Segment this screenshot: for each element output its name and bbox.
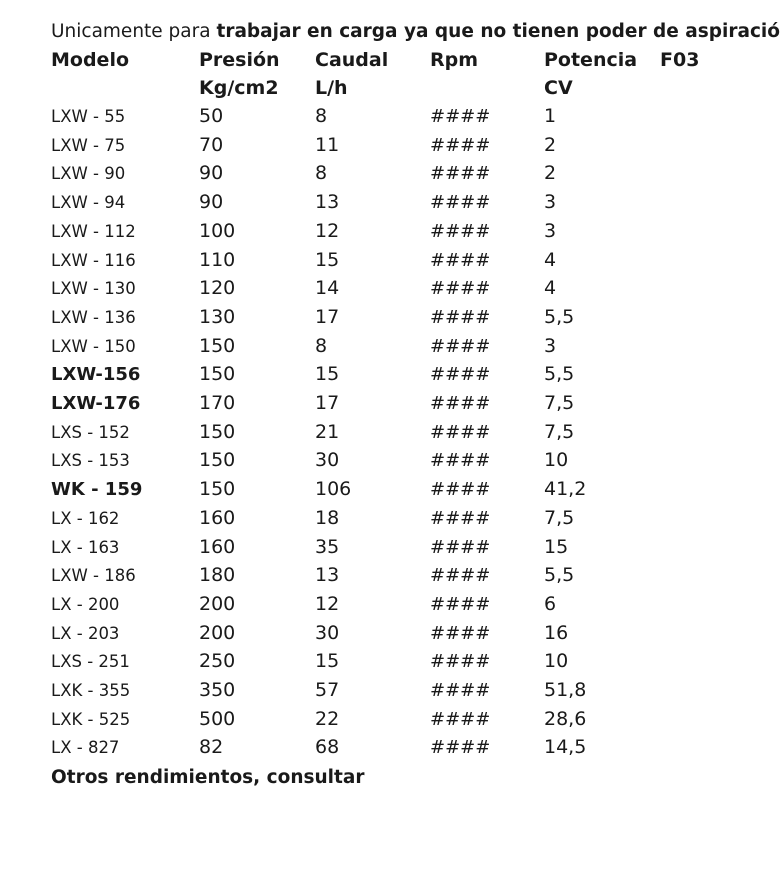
cell-rpm: #### [430,593,491,615]
cell-caudal: 13 [315,191,340,214]
table-row [0,389,714,418]
cell-model: LXS - 152 [51,422,130,442]
cell-potencia: 41,2 [544,478,587,501]
table-row [0,332,714,361]
cell-rpm: #### [430,479,491,501]
cell-presion: 150 [199,449,236,472]
cell-presion: 250 [199,650,236,673]
cell-caudal: 30 [315,449,340,472]
header-potencia: Potencia [544,49,638,71]
cell-presion: 200 [199,621,236,644]
cell-potencia: 2 [544,133,557,156]
cell-caudal: 11 [315,133,340,156]
cell-model: WK - 159 [51,479,143,501]
cell-presion: 50 [199,105,224,127]
cell-presion: 160 [199,535,236,558]
cell-presion: 110 [199,248,236,271]
cell-rpm: #### [430,622,491,644]
cell-potencia: 1 [544,105,557,127]
table-row [0,246,714,275]
cell-potencia: 16 [544,621,569,644]
table-row [0,418,714,447]
table-row [0,217,714,246]
cell-rpm: #### [430,364,491,386]
cell-model: LXS - 251 [51,652,130,672]
cell-rpm: #### [430,565,491,587]
cell-model: LXW - 90 [51,164,126,184]
cell-caudal: 15 [315,248,340,271]
intro-normal-text: Unicamente para [51,21,211,42]
cell-presion: 180 [199,564,236,587]
cell-model: LXK - 355 [51,681,131,700]
cell-caudal: 57 [315,679,340,701]
cell-potencia: 10 [544,650,569,673]
header-caudal: Caudal [315,49,389,71]
cell-rpm: #### [430,278,491,300]
cell-presion: 150 [199,420,236,443]
cell-rpm: #### [430,393,491,414]
cell-potencia: 3 [544,334,557,357]
cell-rpm: #### [430,507,491,529]
table-row [0,676,714,705]
cell-model: LX - 162 [51,508,120,528]
cell-rpm: #### [430,651,491,673]
table-row [0,561,714,590]
cell-rpm: #### [430,220,491,242]
cell-caudal: 17 [315,392,340,414]
footer-note: Otros rendimientos, consultar [51,767,365,788]
cell-presion: 120 [199,277,236,300]
table-row [0,159,714,188]
cell-model: LXW - 150 [51,336,136,356]
cell-caudal: 106 [315,478,352,501]
table-row [0,619,714,648]
cell-potencia: 7,5 [544,506,575,529]
header-presion-unit: Kg/cm2 [199,77,279,99]
cell-model: LX - 200 [51,594,120,614]
cell-presion: 500 [199,707,236,730]
cell-caudal: 35 [315,535,340,558]
cell-potencia: 3 [544,219,557,242]
header-caudal-unit: L/h [315,77,348,99]
cell-model: LXW - 130 [51,279,136,299]
cell-model: LXS - 153 [51,451,130,471]
cell-rpm: #### [430,708,491,730]
header-presion: Presión [199,49,280,71]
cell-presion: 150 [199,363,236,386]
cell-presion: 90 [199,162,224,185]
cell-rpm: #### [430,737,491,759]
cell-model: LXW - 136 [51,307,136,327]
cell-caudal: 12 [315,219,340,242]
cell-potencia: 5,5 [544,305,575,328]
table-row [0,705,714,734]
cell-model: LXW - 55 [51,107,126,126]
cell-caudal: 17 [315,305,340,328]
cell-presion: 130 [199,305,236,328]
cell-caudal: 13 [315,564,340,587]
cell-rpm: #### [430,335,491,357]
cell-rpm: #### [430,306,491,328]
cell-rpm: #### [430,106,491,127]
cell-potencia: 28,6 [544,707,587,730]
cell-potencia: 6 [544,592,557,615]
cell-caudal: 8 [315,334,328,357]
header-code: F03 [660,49,700,71]
table-row [0,303,714,332]
table-row [0,504,714,533]
table-row [0,590,714,619]
cell-potencia: 4 [544,277,557,300]
cell-presion: 350 [199,679,236,701]
cell-model: LXK - 525 [51,709,131,729]
cell-model: LX - 163 [51,537,120,557]
cell-rpm: #### [430,536,491,558]
cell-caudal: 21 [315,420,340,443]
table-row [0,131,714,160]
table-row [0,647,714,676]
intro-bold-text: trabajar en carga ya que no tienen poder de aspiració [216,21,780,42]
cell-presion: 170 [199,392,236,414]
cell-presion: 160 [199,506,236,529]
cell-model: LX - 203 [51,623,120,643]
cell-potencia: 3 [544,191,557,214]
cell-model: LXW - 75 [51,135,126,155]
cell-rpm: #### [430,249,491,271]
cell-model: LXW-156 [51,364,141,386]
table-row [0,188,714,217]
cell-presion: 82 [199,736,224,759]
cell-model: LXW - 112 [51,221,136,241]
header-rpm: Rpm [430,49,479,71]
cell-model: LXW - 186 [51,566,136,586]
cell-caudal: 18 [315,506,340,529]
table-row [0,533,714,562]
cell-potencia: 7,5 [544,392,575,414]
cell-model: LX - 827 [51,738,120,758]
cell-caudal: 68 [315,736,340,759]
cell-caudal: 14 [315,277,340,300]
cell-presion: 70 [199,133,224,156]
cell-caudal: 22 [315,707,340,730]
table-row [0,274,714,303]
cell-caudal: 30 [315,621,340,644]
cell-potencia: 4 [544,248,557,271]
cell-presion: 100 [199,219,236,242]
cell-potencia: 15 [544,535,569,558]
cell-caudal: 15 [315,650,340,673]
cell-rpm: #### [430,192,491,214]
cell-presion: 200 [199,592,236,615]
cell-potencia: 5,5 [544,564,575,587]
cell-caudal: 8 [315,105,328,127]
cell-model: LXW - 94 [51,193,126,213]
table-row [0,102,714,131]
cell-potencia: 14,5 [544,736,587,759]
cell-caudal: 8 [315,162,328,185]
table-row [0,360,714,389]
cell-model: LXW-176 [51,393,141,414]
cell-presion: 90 [199,191,224,214]
table-row [0,475,714,504]
cell-model: LXW - 116 [51,250,136,270]
cell-rpm: #### [430,163,491,185]
cell-caudal: 12 [315,592,340,615]
cell-caudal: 15 [315,363,340,386]
cell-presion: 150 [199,334,236,357]
cell-rpm: #### [430,450,491,472]
cell-potencia: 7,5 [544,420,575,443]
cell-rpm: #### [430,421,491,443]
cell-potencia: 2 [544,162,557,185]
intro-text [51,18,780,46]
cell-rpm: #### [430,134,491,156]
cell-potencia: 10 [544,449,569,472]
cell-potencia: 51,8 [544,679,587,701]
header-potencia-unit: CV [544,77,573,99]
cell-potencia: 5,5 [544,363,575,386]
cell-rpm: #### [430,680,491,701]
cell-presion: 150 [199,478,236,501]
table-row [0,733,714,762]
table-row [0,446,714,475]
header-modelo: Modelo [51,49,130,71]
